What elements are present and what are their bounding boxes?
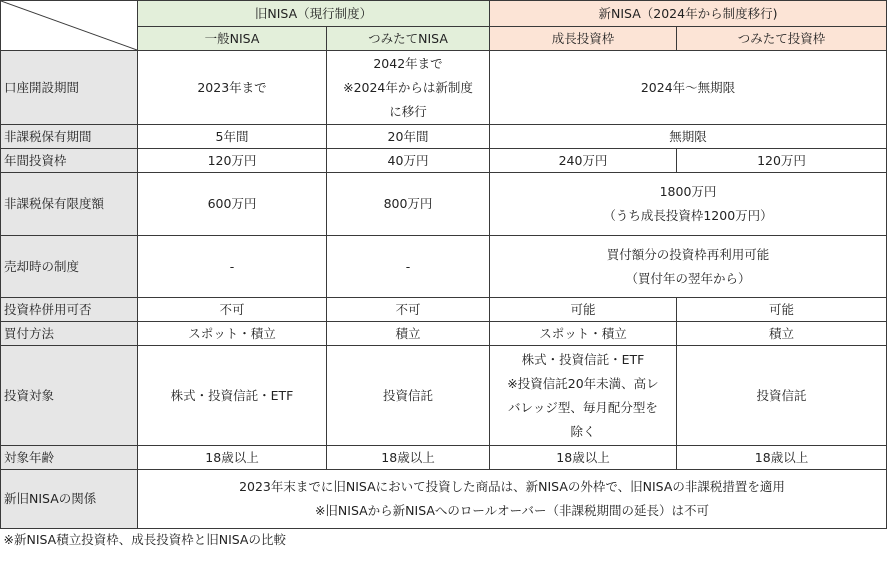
cell: 不可: [327, 298, 490, 322]
cell: 積立: [677, 322, 887, 346]
row-label: 投資対象: [1, 346, 138, 446]
cell-line: 2042年まで: [373, 55, 443, 71]
table-row: [1, 446, 887, 470]
cell-line: （買付年の翌年から）: [625, 270, 751, 286]
table-row: [1, 236, 887, 298]
diagonal-line: [1, 1, 137, 50]
row-label: 年間投資枠: [1, 149, 138, 173]
table-row: [1, 125, 887, 149]
row-label: 新旧NISAの関係: [1, 470, 138, 529]
corner-cell: [1, 1, 138, 51]
row-label: 非課税保有限度額: [1, 173, 138, 236]
cell-multiline: [490, 346, 677, 446]
cell-line: （うち成長投資枠1200万円）: [603, 208, 773, 223]
row-label: 投資枠併用可否: [1, 298, 138, 322]
cell-line: 2023年末までに旧NISAにおいて投資した商品は、新NISAの外枠で、旧NISAの非課税措置を適用: [239, 479, 785, 494]
cell-merged: 2024年～無期限: [490, 51, 887, 125]
cell: 18歳以上: [677, 446, 887, 470]
cell: 240万円: [490, 149, 677, 173]
cell-line: バレッジ型、毎月配分型を: [508, 399, 658, 415]
cell: 40万円: [327, 149, 490, 173]
cell: 可能: [677, 298, 887, 322]
cell-line: ※投資信託20年未満、高レ: [507, 375, 659, 391]
cell-merged: [490, 173, 887, 236]
group-header-old: 旧NISA（現行制度）: [138, 1, 490, 27]
cell-line: ※2024年からは新制度: [343, 79, 473, 95]
footnote: ※新NISA積立投資枠、成長投資枠と旧NISAの比較: [3, 531, 286, 547]
cell: 不可: [138, 298, 327, 322]
col-header-general-nisa: 一般NISA: [138, 27, 327, 51]
row-label: 買付方法: [1, 322, 138, 346]
row-label: 非課税保有期間: [1, 125, 138, 149]
cell: -: [327, 236, 490, 298]
row-label: 売却時の制度: [1, 236, 138, 298]
cell: 2023年まで: [138, 51, 327, 125]
cell: -: [138, 236, 327, 298]
cell: 投資信託: [327, 346, 490, 446]
cell: 5年間: [138, 125, 327, 149]
col-header-growth-frame: 成長投資枠: [490, 27, 677, 51]
row-label: 対象年齢: [1, 446, 138, 470]
table-row: [1, 322, 887, 346]
cell: 600万円: [138, 173, 327, 236]
cell-multiline: [327, 51, 490, 125]
cell: スポット・積立: [490, 322, 677, 346]
cell-merged: [138, 470, 887, 529]
cell: スポット・積立: [138, 322, 327, 346]
col-header-tsumitate-nisa: つみたてNISA: [327, 27, 490, 51]
table-row: [1, 173, 887, 236]
cell: 120万円: [677, 149, 887, 173]
cell: 120万円: [138, 149, 327, 173]
group-header-new: 新NISA（2024年から制度移行): [490, 1, 887, 27]
cell: 株式・投資信託・ETF: [138, 346, 327, 446]
table-row: [1, 51, 887, 125]
cell-merged: [490, 236, 887, 298]
cell: 投資信託: [677, 346, 887, 446]
cell-line: 1800万円: [659, 184, 717, 199]
cell-line: 買付額分の投資枠再利用可能: [606, 246, 770, 262]
cell: 18歳以上: [490, 446, 677, 470]
table-row: [1, 346, 887, 446]
cell-merged: 無期限: [490, 125, 887, 149]
cell: 積立: [327, 322, 490, 346]
cell: 18歳以上: [138, 446, 327, 470]
col-header-tsumitate-frame: つみたて投資枠: [677, 27, 887, 51]
table-row: [1, 298, 887, 322]
table-row: [1, 149, 887, 173]
cell-line: 株式・投資信託・ETF: [521, 351, 645, 367]
cell-line: ※旧NISAから新NISAへのロールオーバー（非課税期間の延長）は不可: [314, 503, 710, 518]
cell-line: に移行: [389, 103, 427, 119]
cell: 800万円: [327, 173, 490, 236]
row-label: 口座開設期間: [1, 51, 138, 125]
cell: 18歳以上: [327, 446, 490, 470]
cell: 20年間: [327, 125, 490, 149]
cell-line: 除く: [570, 423, 596, 439]
table-row: [1, 470, 887, 529]
cell: 可能: [490, 298, 677, 322]
